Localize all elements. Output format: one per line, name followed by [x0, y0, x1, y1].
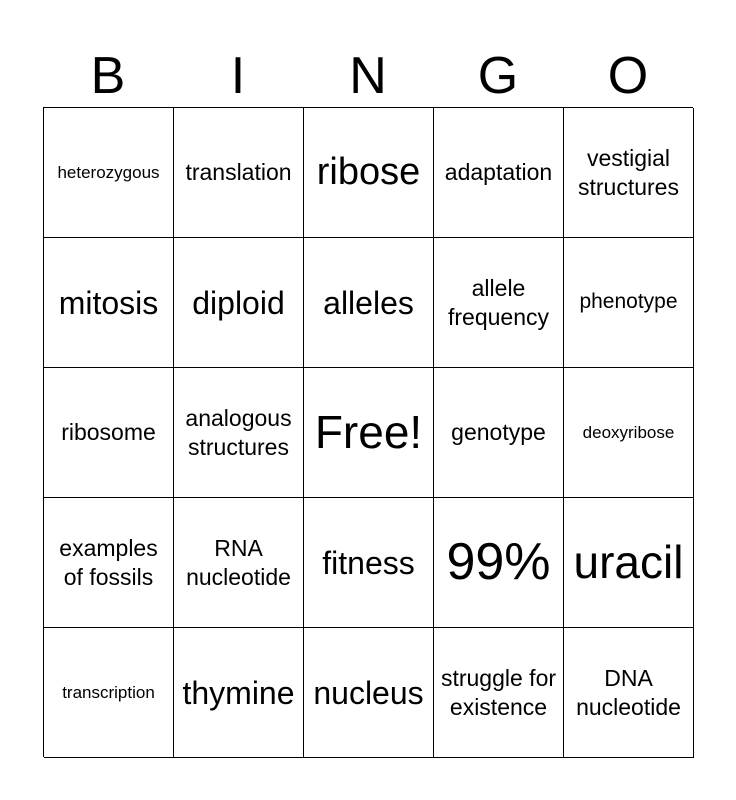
cell-label: analogous structures: [185, 404, 292, 460]
cell-label: examples of fossils: [59, 534, 158, 590]
cell-label: alleles: [323, 284, 414, 321]
cell-label: allele frequency: [447, 274, 549, 330]
cell-label: uracil: [573, 535, 684, 588]
bingo-cell[interactable]: [174, 628, 304, 758]
cell-label: translation: [185, 159, 292, 186]
bingo-cell[interactable]: [434, 498, 564, 628]
header-letter-o: O: [607, 47, 649, 105]
cell-label: diploid: [192, 284, 285, 321]
bingo-cell[interactable]: [174, 498, 304, 628]
bingo-cell[interactable]: [304, 108, 434, 238]
cell-label: genotype: [451, 419, 546, 446]
header-letter-i: I: [230, 47, 246, 105]
free-space-label: Free!: [314, 405, 423, 458]
bingo-cell[interactable]: [564, 238, 694, 368]
bingo-cell[interactable]: [44, 628, 174, 758]
bingo-cell[interactable]: [174, 108, 304, 238]
bingo-cell[interactable]: [434, 238, 564, 368]
bingo-cell[interactable]: [174, 238, 304, 368]
cell-label: heterozygous: [57, 162, 160, 182]
header-letter-b: B: [90, 47, 126, 105]
cell-label: nucleus: [313, 674, 424, 711]
cell-label: adaptation: [444, 159, 553, 186]
bingo-cell[interactable]: [44, 498, 174, 628]
bingo-header: [43, 46, 693, 106]
bingo-cell[interactable]: [564, 498, 694, 628]
bingo-cell[interactable]: [44, 108, 174, 238]
bingo-cell[interactable]: [304, 238, 434, 368]
cell-label: deoxyribose: [582, 422, 675, 442]
cell-label: thymine: [182, 674, 295, 711]
bingo-cell[interactable]: [564, 628, 694, 758]
cell-label: phenotype: [579, 290, 678, 314]
bingo-cell[interactable]: [174, 368, 304, 498]
cell-label: struggle for existence: [440, 664, 557, 720]
cell-label: fitness: [322, 544, 415, 581]
bingo-cell[interactable]: [434, 368, 564, 498]
bingo-cell[interactable]: [44, 238, 174, 368]
bingo-card-grid: [43, 107, 693, 757]
bingo-cell[interactable]: [44, 368, 174, 498]
cell-label: RNA nucleotide: [186, 534, 291, 590]
cell-label: transcription: [62, 682, 155, 702]
header-letter-n: N: [349, 47, 387, 105]
cell-label: vestigial structures: [578, 144, 679, 200]
cell-label: ribose: [316, 150, 421, 193]
cell-label: DNA nucleotide: [576, 664, 681, 720]
header-letter-g: G: [477, 47, 519, 105]
bingo-cell[interactable]: [304, 498, 434, 628]
cell-label: 99%: [446, 533, 551, 591]
bingo-cell[interactable]: [564, 368, 694, 498]
bingo-cell[interactable]: [434, 108, 564, 238]
cell-label: mitosis: [58, 284, 159, 321]
bingo-cell free-space[interactable]: [304, 368, 434, 498]
bingo-cell[interactable]: [564, 108, 694, 238]
cell-label: ribosome: [61, 419, 156, 446]
bingo-cell[interactable]: [304, 628, 434, 758]
bingo-cell[interactable]: [434, 628, 564, 758]
